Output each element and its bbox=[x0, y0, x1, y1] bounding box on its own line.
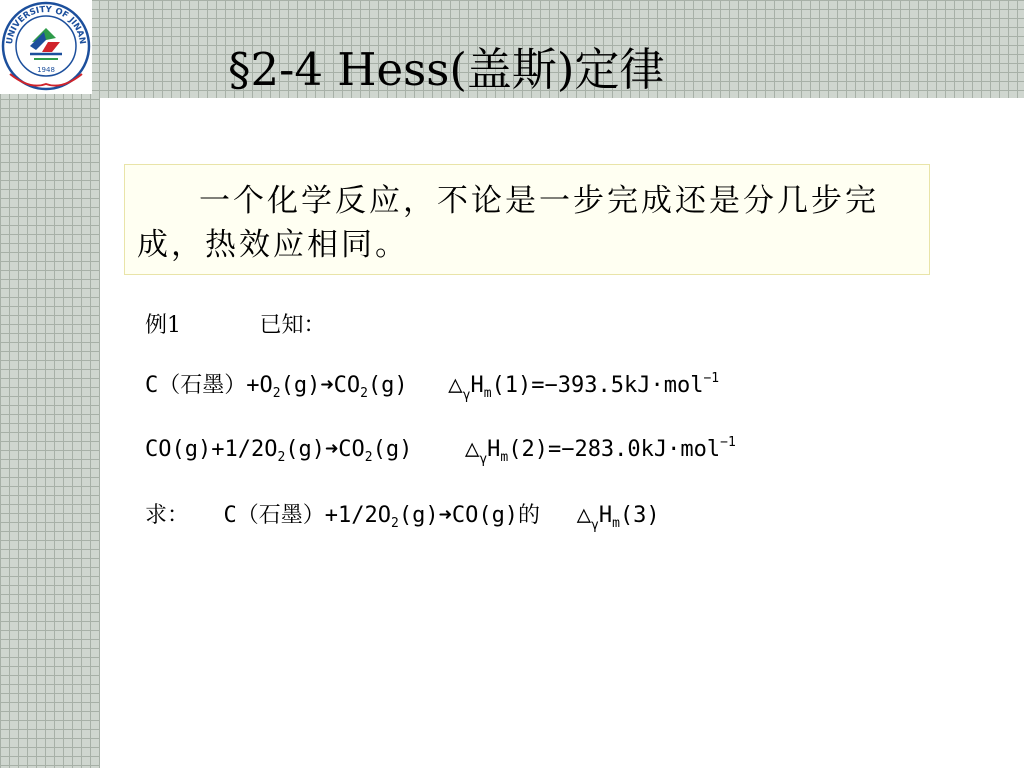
gamma-subscript: γ bbox=[591, 518, 599, 533]
example-number: 例1 bbox=[145, 313, 181, 338]
enthalpy-symbol: H bbox=[470, 373, 484, 398]
subscript: 2 bbox=[360, 386, 368, 401]
reaction-arrow-icon: ➜ bbox=[320, 373, 334, 398]
example-heading-line bbox=[145, 312, 326, 340]
question-product: CO(g)的 bbox=[451, 503, 541, 528]
slide-title: §2-4 Hess(盖斯)定律 bbox=[228, 43, 665, 96]
state-label: (g) bbox=[398, 503, 439, 528]
subscript: 2 bbox=[272, 386, 281, 401]
hess-law-statement: 一个化学反应，不论是一步完成还是分几步完成，热效应相同。 bbox=[137, 183, 879, 263]
subscript: m bbox=[612, 516, 620, 531]
logo-year: 1948 bbox=[37, 66, 55, 74]
state-label: (g) bbox=[372, 437, 413, 462]
subscript: 2 bbox=[364, 450, 373, 465]
enthalpy-value-1: (1)=−393.5kJ·mol bbox=[491, 373, 704, 398]
subscript: m bbox=[500, 450, 509, 465]
state-label: (g) bbox=[367, 373, 408, 398]
university-seal-icon bbox=[0, 0, 92, 94]
enthalpy-symbol: H bbox=[598, 503, 613, 528]
reaction-1-product: CO bbox=[333, 373, 361, 398]
delta-icon: △ bbox=[464, 434, 480, 462]
enthalpy-symbol: H bbox=[487, 437, 501, 462]
question-line bbox=[145, 500, 660, 533]
superscript: −1 bbox=[720, 435, 736, 450]
given-label: 已知： bbox=[259, 313, 326, 338]
reaction-2-reactants: CO(g)+1/2O bbox=[145, 437, 278, 462]
hess-law-statement-box bbox=[124, 164, 930, 275]
reaction-2 bbox=[145, 434, 736, 467]
superscript: −1 bbox=[703, 371, 720, 386]
university-logo bbox=[0, 0, 92, 94]
delta-icon: △ bbox=[448, 370, 463, 398]
reaction-1 bbox=[145, 370, 720, 403]
logo-ring-text: UNIVERSITY OF JINAN bbox=[4, 4, 88, 45]
state-label: (g) bbox=[285, 437, 326, 462]
enthalpy-value-2: (2)=−283.0kJ·mol bbox=[508, 437, 721, 462]
reaction-2-product: CO bbox=[338, 437, 365, 462]
reaction-arrow-icon: ➜ bbox=[325, 437, 339, 462]
delta-icon: △ bbox=[576, 500, 592, 528]
subscript: 2 bbox=[391, 516, 399, 531]
subscript: 2 bbox=[277, 450, 286, 465]
reaction-1-reactants: C（石墨）+O bbox=[145, 373, 273, 398]
state-label: (g) bbox=[280, 373, 321, 398]
gamma-subscript: γ bbox=[462, 388, 471, 403]
subscript: m bbox=[483, 386, 492, 401]
reaction-arrow-icon: ➜ bbox=[438, 503, 452, 528]
enthalpy-target: (3) bbox=[619, 503, 660, 528]
question-label: 求： bbox=[145, 503, 190, 528]
question-reactants: C（石墨）+1/2O bbox=[223, 503, 391, 528]
gamma-subscript: γ bbox=[479, 452, 488, 467]
